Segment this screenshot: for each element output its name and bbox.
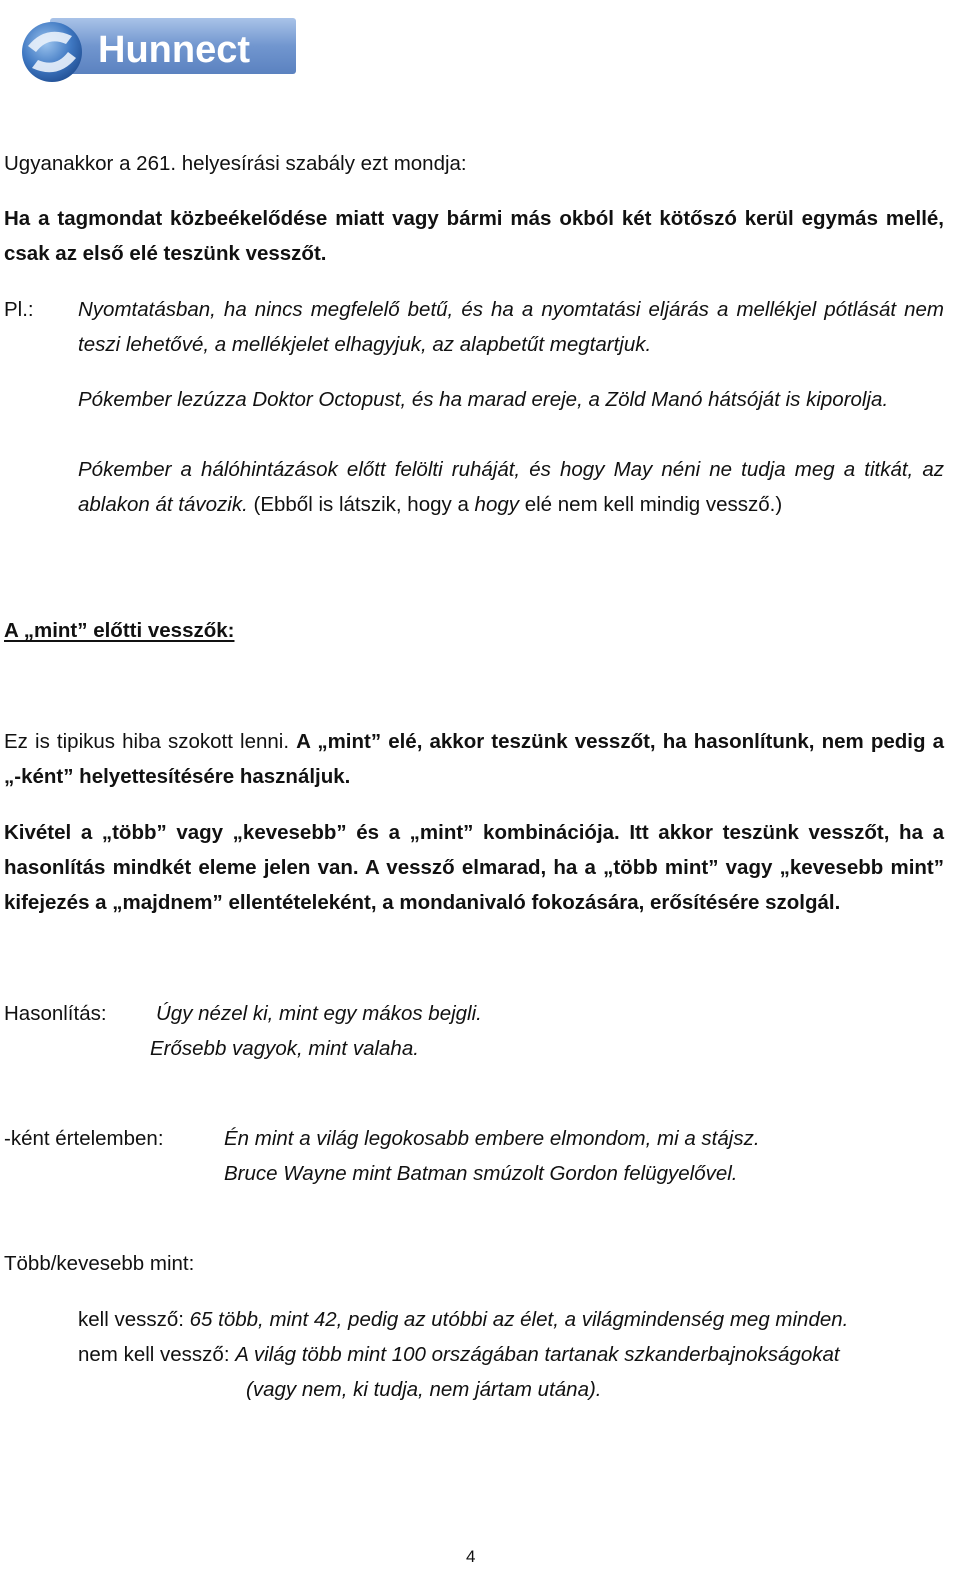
kent-label: -ként értelemben:	[4, 1127, 164, 1150]
example-3-note-a: (Ebből is látszik, hogy a	[247, 493, 475, 516]
intro-text: Ugyanakkor a 261. helyesírási szabály ezt mondja:	[4, 152, 467, 175]
section-heading: A „mint” előtti vesszők:	[4, 619, 235, 642]
compare-label: Hasonlítás:	[4, 1002, 107, 1025]
example-3-note-c: elé nem kell mindig vessző.)	[519, 493, 783, 516]
example-1: Nyomtatásban, ha nincs megfelelő betű, és ha a nyomtatási eljárás a mellékjel pótlását nem teszi lehetővé, a mellékjelet elhagyjuk, az alapbetűt megtartjuk.	[78, 298, 944, 356]
paragraph-1-bold: A „mint” elé, akkor teszünk vesszőt, ha hasonlítunk, nem pedig a „-ként” helyettesítésére használjuk.	[4, 730, 945, 788]
needs-comma-line	[78, 1302, 944, 1337]
paragraph-1-plain: Ez is tipikus hiba szokott lenni.	[4, 730, 297, 753]
example-3-note-hogy: hogy	[474, 493, 520, 516]
hunnect-logo	[6, 6, 316, 92]
page-number: 4	[466, 1547, 476, 1566]
example-label: Pl.:	[4, 298, 34, 321]
example-2: Pókember lezúzza Doktor Octopust, és ha marad ereje, a Zöld Manó hátsóját is kiporolja.	[78, 388, 889, 411]
compare-example-1: Úgy nézel ki, mint egy mákos bejgli.	[156, 1002, 482, 1025]
no-comma-label: nem kell vessző:	[78, 1343, 236, 1366]
more-less-label: Több/kevesebb mint:	[4, 1252, 195, 1275]
example-3-text: Pókember a hálóhintázások előtt felölti ruháját, és hogy May néni ne tudja meg a titkát, az ablakon át távozik.	[78, 458, 944, 516]
example-3	[78, 452, 944, 522]
no-comma-line	[78, 1337, 944, 1372]
rule-text: Ha a tagmondat közbeékelődése miatt vagy bármi más okból két kötőszó kerül egymás mellé, csak az első elé teszünk vesszőt.	[4, 207, 944, 265]
needs-comma-example: 65 több, mint 42, pedig az utóbbi az élet, a világmindenség meg minden.	[189, 1308, 849, 1331]
no-comma-example-1: A világ több mint 100 országában tartanak szkanderbajnokságokat	[235, 1343, 840, 1366]
logo-text: Hunnect	[98, 29, 250, 71]
kent-example-1: Én mint a világ legokosabb embere elmondom, mi a stájsz.	[224, 1127, 760, 1150]
paragraph-2: Kivétel a „több” vagy „kevesebb” és a „mint” kombinációja. Itt akkor teszünk vesszőt, ha a hasonlítás mindkét eleme jelen van. A vessző elmarad, ha a „több mint” vagy „kevesebb mint” kifejezés a „majdnem” ellentételeként, a mondanivaló fokozására, erősítésére szolgál.	[4, 821, 944, 914]
no-comma-example-2: (vagy nem, ki tudja, nem jártam utána).	[246, 1378, 602, 1401]
paragraph-1	[4, 724, 944, 794]
needs-comma-label: kell vessző:	[78, 1308, 190, 1331]
compare-example-2: Erősebb vagyok, mint valaha.	[150, 1037, 419, 1060]
kent-example-2: Bruce Wayne mint Batman smúzolt Gordon felügyelővel.	[224, 1162, 738, 1185]
